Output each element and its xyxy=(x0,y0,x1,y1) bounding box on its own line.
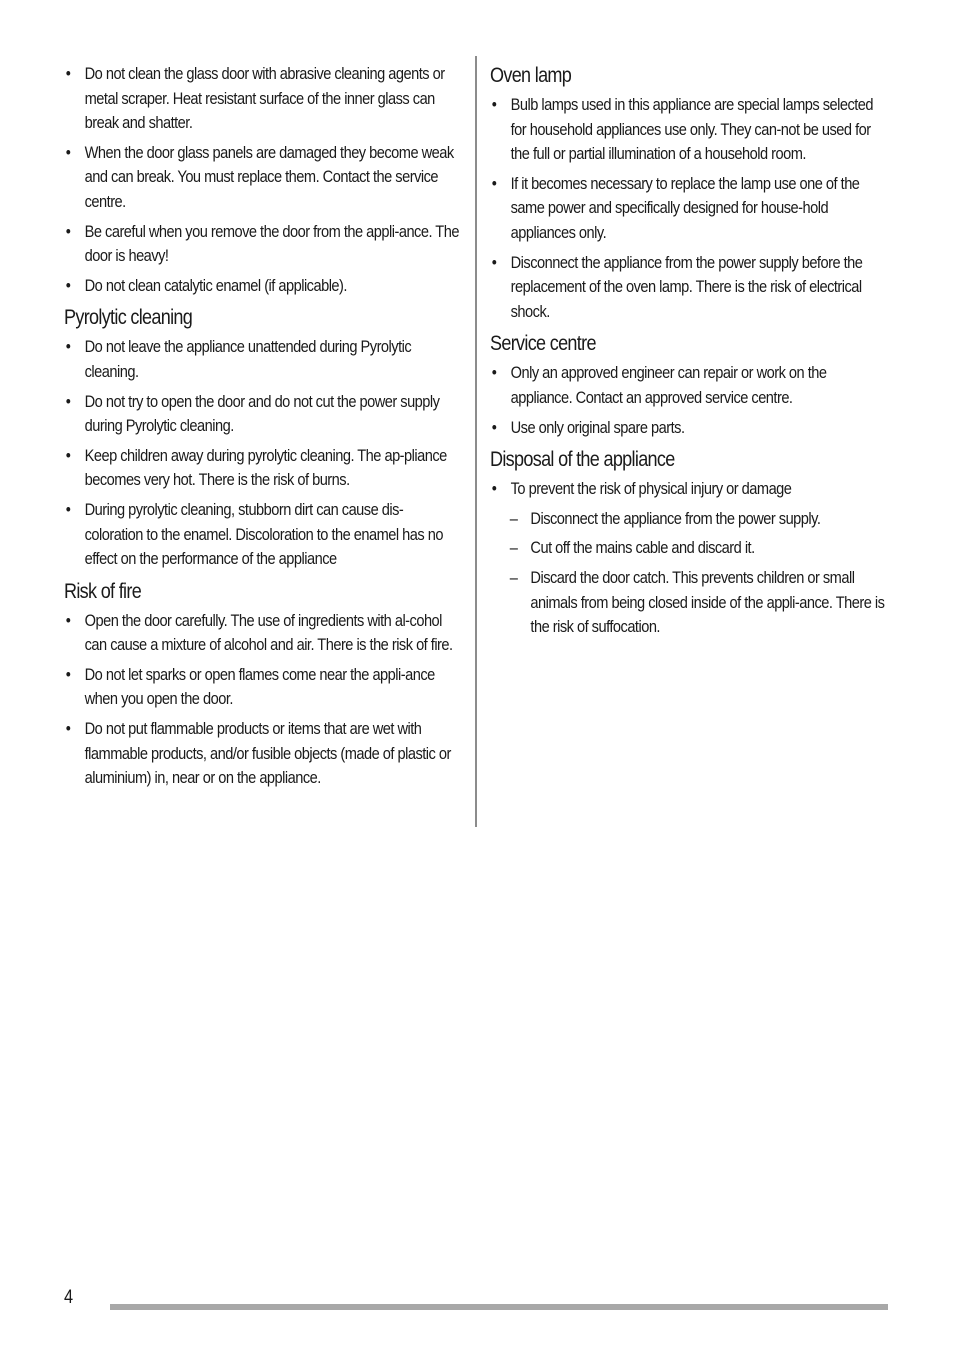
sub-list-item-text: Discard the door catch. This prevents children or small animals from being closed inside of the appli-ance. There is the risk of suffocation. xyxy=(530,567,885,637)
bullet-icon: • xyxy=(65,719,71,739)
section-heading: Risk of fire xyxy=(64,579,142,603)
list-item-text: If it becomes necessary to replace the lamp use one of the same power and specifically designed for house-hold appliances only. xyxy=(510,173,860,242)
list-item-text: Do not try to open the door and do not cut the power supply during Pyrolytic cleaning. xyxy=(84,391,440,436)
list-item-text: Do not clean the glass door with abrasive cleaning agents or metal scraper. Heat resistant surface of the inner glass can break and shatter. xyxy=(84,64,445,133)
bullet-icon: • xyxy=(491,479,497,499)
intro-list xyxy=(64,62,461,298)
list-item xyxy=(64,274,461,299)
list-item-text: Do not leave the appliance unattended during Pyrolytic cleaning. xyxy=(84,337,412,381)
bullet-icon: • xyxy=(65,664,71,684)
list-item-text: To prevent the risk of physical injury or damage xyxy=(510,479,792,499)
list-item xyxy=(64,498,461,572)
section-heading: Pyrolytic cleaning xyxy=(64,306,193,330)
list-item xyxy=(64,609,461,658)
left-column xyxy=(64,62,461,797)
bullet-icon: • xyxy=(491,363,497,383)
pyrolytic-section xyxy=(64,304,461,571)
list-item-text: Be careful when you remove the door from the appli-ance. The door is heavy! xyxy=(84,221,459,266)
bullet-icon: • xyxy=(65,337,71,357)
list-item xyxy=(64,141,461,215)
bullet-icon: • xyxy=(65,275,71,295)
section-heading: Service centre xyxy=(490,332,596,356)
list-item-text: Open the door carefully. The use of ingredients with al-cohol can cause a mixture of alcohol and air. There is the risk of fire. xyxy=(84,610,453,655)
list-item-text: Only an approved engineer can repair or work on the appliance. Contact an approved service centre. xyxy=(510,363,827,407)
list-item-text: Do not put flammable products or items that are wet with flammable products, and/or fusible objects (made of plastic or aluminium) in, near or on the appliance. xyxy=(84,719,451,788)
right-column xyxy=(490,62,890,646)
bullet-icon: • xyxy=(491,417,497,437)
list-item xyxy=(64,390,461,439)
page-number: 4 xyxy=(64,1287,74,1308)
bullet-icon: • xyxy=(65,499,71,519)
bullet-icon: • xyxy=(65,221,71,241)
list-item xyxy=(490,172,890,246)
list-item-text: When the door glass panels are damaged they become weak and can break. You must replace them. Contact the service centre. xyxy=(84,142,454,211)
list-item xyxy=(64,444,461,493)
list-item-text: Disconnect the appliance from the power supply before the replacement of the oven lamp. There is the risk of electrical shock. xyxy=(510,252,863,321)
column-divider xyxy=(475,56,477,827)
bullet-icon: • xyxy=(491,252,497,272)
bullet-icon: • xyxy=(65,391,71,411)
list-item xyxy=(490,361,890,410)
bullet-icon: • xyxy=(491,95,497,114)
section-heading: Oven lamp xyxy=(490,64,572,87)
list-item-text: During pyrolytic cleaning, stubborn dirt can cause dis-coloration to the enamel. Discoloration to the enamel has no effect on the performance of the appliance xyxy=(84,499,443,569)
list-item xyxy=(64,717,461,791)
bullet-icon: • xyxy=(491,173,497,193)
list-item xyxy=(490,93,890,167)
list-item xyxy=(64,335,461,384)
list-item xyxy=(64,62,461,136)
bullet-icon: • xyxy=(65,142,71,162)
sub-list-item-text: Cut off the mains cable and discard it. xyxy=(530,538,755,558)
list-item-text: Bulb lamps used in this appliance are special lamps selected for household appliances use only. They can-not be used for the full or partial illumination of a household room. xyxy=(510,95,874,164)
list-item-text: Do not clean catalytic enamel (if applicable). xyxy=(84,275,347,295)
dash-icon: – xyxy=(509,538,518,558)
list-item-text: Do not let sparks or open flames come near the appli-ance when you open the door. xyxy=(84,664,435,709)
section-heading: Disposal of the appliance xyxy=(490,448,675,472)
list-item xyxy=(490,416,890,441)
list-item xyxy=(490,477,890,502)
sub-list-item-text: Disconnect the appliance from the power supply. xyxy=(530,508,821,528)
bullet-icon: • xyxy=(65,610,71,630)
list-item-text: Keep children away during pyrolytic cleaning. The ap-pliance becomes very hot. There is the risk of burns. xyxy=(84,445,447,490)
disposal-section xyxy=(490,446,890,640)
oven-lamp-section xyxy=(490,62,890,324)
sub-list-item xyxy=(490,536,890,561)
list-item xyxy=(64,663,461,712)
dash-icon: – xyxy=(509,508,518,528)
list-item xyxy=(490,251,890,325)
service-centre-section xyxy=(490,330,890,440)
sub-list-item xyxy=(490,507,890,532)
bullet-icon: • xyxy=(65,64,71,83)
list-item-text: Use only original spare parts. xyxy=(510,417,685,437)
dash-icon: – xyxy=(509,567,518,587)
fire-section xyxy=(64,578,461,791)
footer-rule xyxy=(110,1304,888,1310)
bullet-icon: • xyxy=(65,445,71,465)
sub-list-item xyxy=(490,566,890,640)
list-item xyxy=(64,220,461,269)
